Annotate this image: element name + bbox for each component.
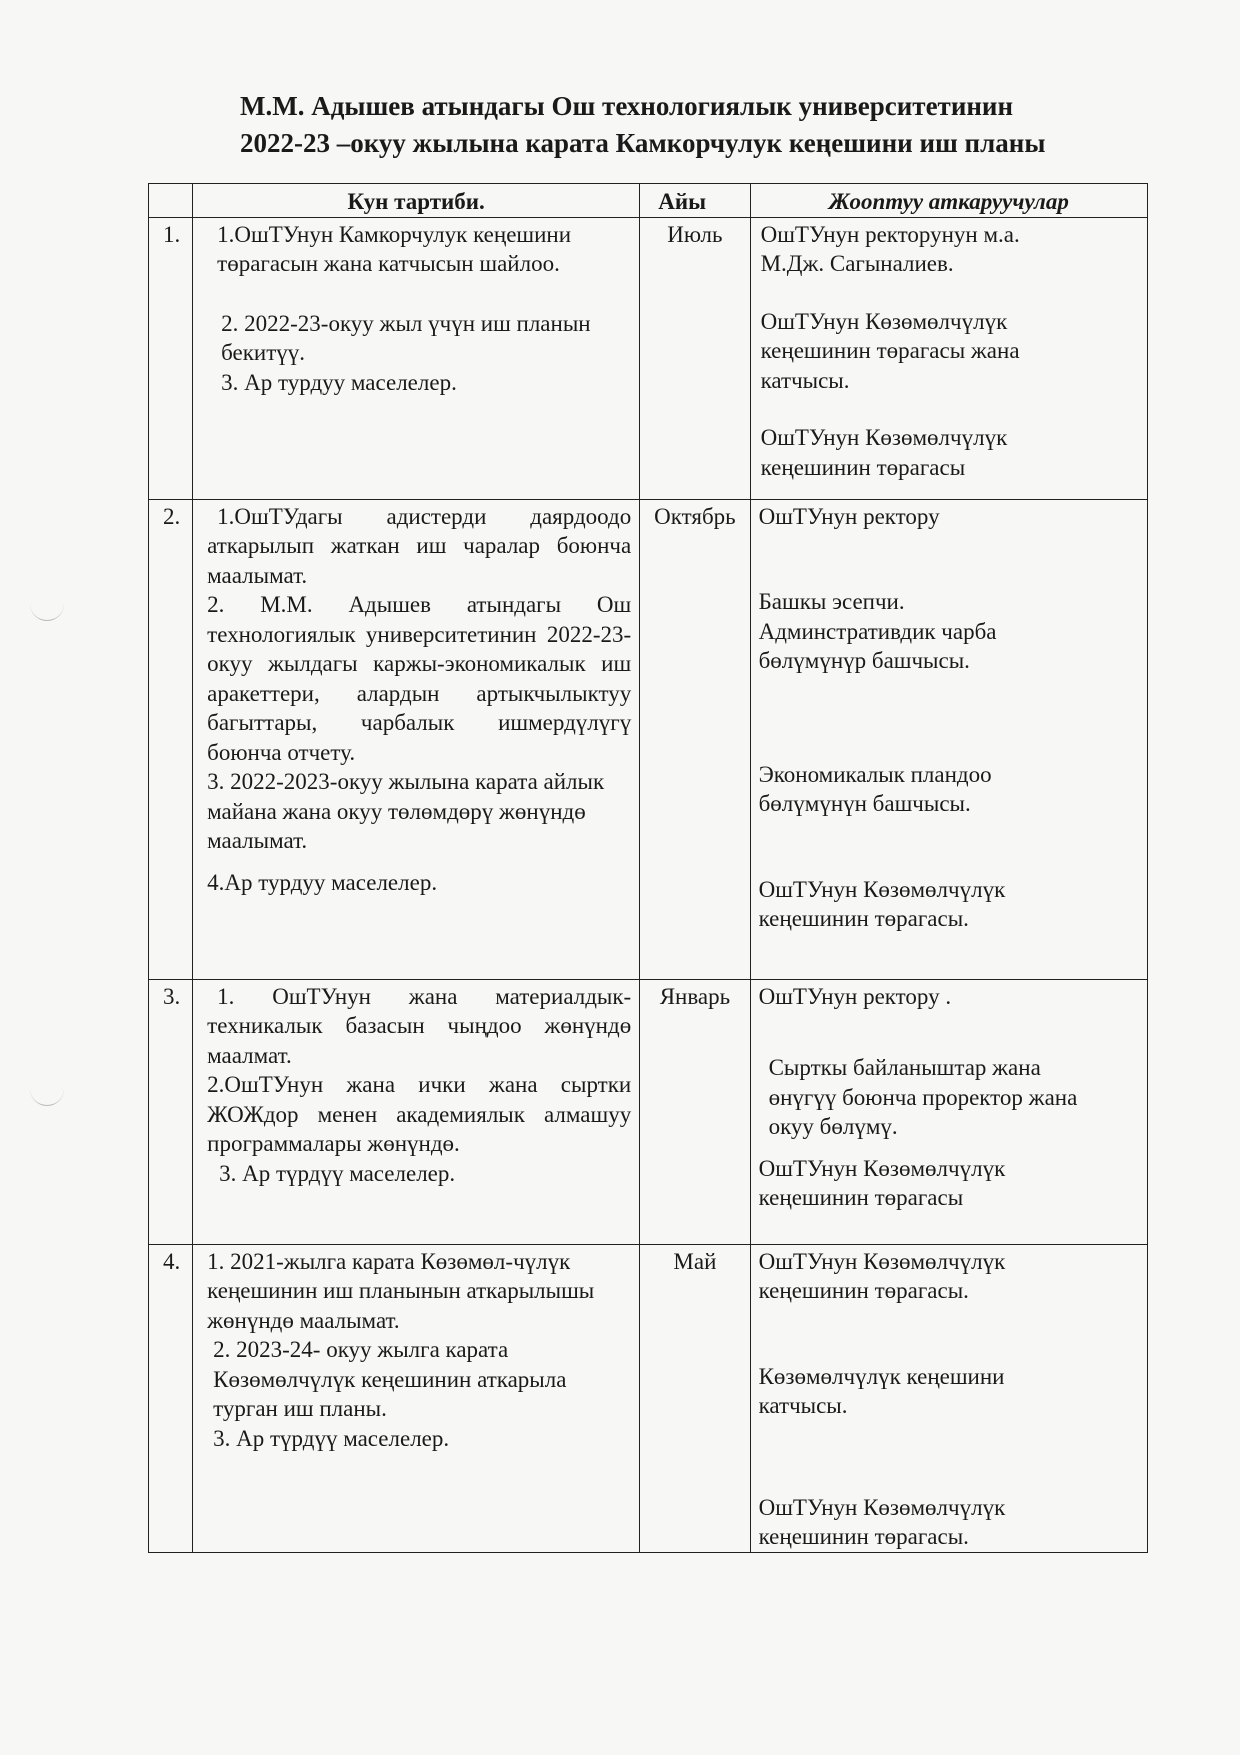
responsible-item: Экономикалык пландоо бөлүмүнүн башчысы.: [758, 761, 992, 816]
title-line-2: 2022-23 –окуу жылына карата Камкорчулук кеңешини иш планы: [240, 128, 1046, 158]
agenda-item: 2. М.М. Адышев атындагы Ош технологиялык университетинин 2022-23- окуу жылдагы каржы-экономикалык иш аракеттери, алардын артыкчылыктуу багыттары, чарбалык ишмердүлүгү боюнча отчету.: [207, 592, 632, 765]
month-cell: Октябрь: [640, 499, 750, 979]
responsible-cell: [750, 979, 1147, 1244]
agenda-item: 3. Ар түрдүү маселелер.: [219, 1160, 456, 1186]
month-cell: Май: [640, 1244, 750, 1552]
responsible-item: ОшТУнун ректору .: [758, 983, 952, 1009]
responsible-cell: [750, 217, 1147, 499]
responsible-item: ОшТУнун Көзөмөлчүлүк кеңешинин төрагасы: [760, 425, 1008, 480]
title-line-1: М.М. Адышев атындагы Ош технологиялык университетинин: [240, 91, 1014, 121]
agenda-item: 2.ОшТУнун жана ички жана сыртки ЖОЖдор менен академиялык алмашуу программалары жөнүндө.: [207, 1072, 632, 1156]
punch-hole-mark: [30, 600, 64, 621]
table-row: [149, 1244, 1148, 1552]
row-number: 1.: [149, 217, 193, 499]
row-number: 3.: [149, 979, 193, 1244]
responsible-item: ОшТУнун Көзөмөлчүлүк кеңешинин төрагасы жана катчысы.: [760, 308, 1020, 393]
agenda-item: 1. 2021-жылга карата Көзөмөл-чүлүк кеңешинин иш планынын аткарылышы жөнүндө маалымат.: [207, 1248, 595, 1333]
table-header-row: [149, 184, 1148, 218]
document-title: [240, 88, 1140, 162]
header-agenda: Кун тартиби.: [193, 184, 640, 218]
responsible-item: ОшТУнун Көзөмөлчүлүк кеңешинин төрагасы: [758, 1155, 1006, 1210]
responsible-item: ОшТУнун Көзөмөлчүлүк кеңешинин төрагасы.: [758, 876, 1006, 931]
responsible-item: ОшТУнун ректору: [758, 503, 940, 529]
month-cell: Январь: [640, 979, 750, 1244]
header-number: [149, 184, 193, 218]
responsible-cell: [750, 1244, 1147, 1552]
agenda-item: 2. 2023-24- окуу жылга карата Көзөмөлчүлүк кеңешинин аткарыла турган иш планы.: [213, 1337, 567, 1421]
agenda-item: 1. ОшТУнун жана материалдык-техникалык базасын чыңдоо жөнүндө маалмат.: [207, 983, 632, 1068]
agenda-item: 2. 2022-23-окуу жыл үчүн иш планын бекитүү.: [221, 310, 591, 365]
agenda-item: 3. 2022-2023-окуу жылына карата айлык майана жана окуу төлөмдөрү жөнүндө маалымат.: [207, 769, 605, 853]
work-plan-table: [148, 183, 1148, 1553]
responsible-item: ОшТУнун Көзөмөлчүлүк кеңешинин төрагасы.: [758, 1494, 1006, 1549]
responsible-item: ОшТУнун Көзөмөлчүлүк кеңешинин төрагасы.: [758, 1248, 1006, 1303]
row-number: 2.: [149, 499, 193, 979]
agenda-item: 1.ОшТУдагы адистерди даярдоодо аткарылып жаткан иш чаралар боюнча маалымат.: [207, 503, 632, 588]
row-number: 4.: [149, 1244, 193, 1552]
agenda-cell: [193, 499, 640, 979]
header-responsible: Жооптуу аткаруучулар: [750, 184, 1147, 218]
punch-hole-mark: [30, 1085, 64, 1106]
responsible-item: Көзөмөлчүлүк кеңешини катчысы.: [758, 1363, 1005, 1418]
header-month: Айы: [640, 184, 750, 218]
responsible-cell: [750, 499, 1147, 979]
table-row: [149, 979, 1148, 1244]
month-cell: Июль: [640, 217, 750, 499]
table-row: [149, 217, 1148, 499]
responsible-item: Сырткы байланыштар жана өнүгүү боюнча проректор жана окуу бөлүмү.: [768, 1055, 1078, 1139]
table-row: [149, 499, 1148, 979]
responsible-item: ОшТУнун ректорунун м.а. М.Дж. Сагыналиев.: [760, 221, 1020, 276]
agenda-cell: [193, 217, 640, 499]
agenda-item: 4.Ар турдуу маселелер.: [207, 869, 438, 895]
agenda-cell: [193, 1244, 640, 1552]
agenda-cell: [193, 979, 640, 1244]
agenda-item: 3. Ар турдуу маселелер.: [221, 369, 457, 395]
agenda-item: 3. Ар түрдүү маселелер.: [213, 1425, 450, 1451]
agenda-item: 1.ОшТУнун Камкорчулук кеңешини төрагасын жана катчысын шайлоо.: [217, 221, 572, 276]
responsible-item: Башкы эсепчи. Админстративдик чарба бөлүмүнүр башчысы.: [758, 589, 997, 673]
